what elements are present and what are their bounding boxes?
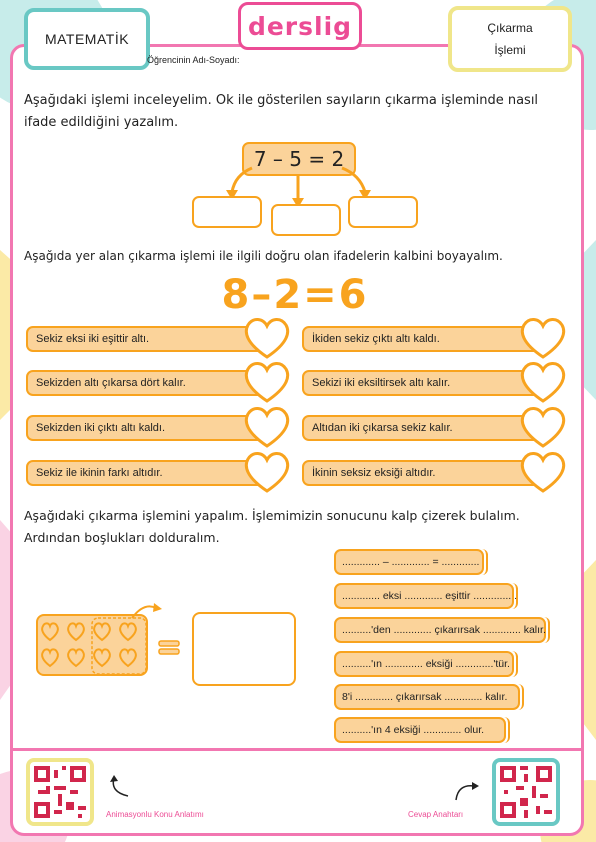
brand-name: derslig (247, 11, 353, 41)
qr-code-animation[interactable] (26, 758, 94, 826)
blank-line-6[interactable]: ..........'ın 4 eksiği ............. olur. (334, 717, 506, 743)
qr-code-answers[interactable] (492, 758, 560, 826)
heart-icon (68, 623, 84, 640)
section2-instruction: Aşağıda yer alan çıkarma işlemi ile ilgili doğru olan ifadelerin kalbini boyayalım. (24, 249, 503, 263)
heart-grid (36, 598, 176, 688)
blank-line-3[interactable]: ..........'den ............. çıkarırsak ............. kalır. (334, 617, 546, 643)
statement-right-2: Sekizi iki eksiltirsek altı kalır. (302, 370, 542, 396)
curved-arrow-icon (132, 606, 156, 618)
student-name-label: Öğrencinin Adı-Soyadı: (147, 55, 240, 65)
curved-arrow-icon (452, 780, 480, 802)
equation-box (242, 142, 356, 176)
answer-box-minuend[interactable] (192, 196, 262, 228)
topic-badge (448, 6, 572, 72)
big-equation: 8–2=6 (221, 272, 369, 318)
heart-icon[interactable] (242, 450, 292, 494)
heart-icon[interactable] (518, 360, 568, 404)
heart-icon[interactable] (518, 316, 568, 360)
statement-left-2: Sekizden altı çıkarsa dört kalır. (26, 370, 266, 396)
qr-code-icon (34, 766, 86, 818)
heart-icon (94, 649, 110, 666)
section3-instruction-line1: Aşağıdaki çıkarma işlemini yapalım. İşlemimizin sonucunu kalp çizerek bulalım. (24, 508, 520, 523)
equation-text: 7 – 5 = 2 (253, 147, 345, 171)
section1-instruction-line1: Aşağıdaki işlemi inceleyelim. Ok ile gösterilen sayıların çıkarma işleminde nasıl (24, 93, 539, 108)
statement-right-3: Altıdan iki çıkarsa sekiz kalır. (302, 415, 542, 441)
statement-right-1: İkiden sekiz çıktı altı kaldı. (302, 326, 542, 352)
heart-icon[interactable] (518, 450, 568, 494)
answer-key-caption: Cevap Anahtarı (408, 810, 464, 819)
heart-icon (94, 623, 110, 640)
subject-badge (24, 8, 150, 70)
footer-divider (10, 748, 584, 751)
topic-line-1: Çıkarma (487, 21, 533, 35)
heart-icon[interactable] (242, 405, 292, 449)
section1-instruction-line2: ifade edildiğini yazalım. (24, 115, 179, 130)
statement-left-1: Sekiz eksi iki eşittir altı. (26, 326, 266, 352)
section3-instruction-line2: Ardından boşlukları dolduralım. (24, 530, 220, 545)
heart-icon (120, 623, 136, 640)
heart-icon (68, 649, 84, 666)
subject-title: MATEMATİK (44, 31, 130, 47)
heart-icon[interactable] (242, 360, 292, 404)
blank-line-1[interactable]: ............. – ............. = ............. (334, 549, 484, 575)
brand-logo (238, 2, 362, 50)
blank-line-5[interactable]: 8'i ............. çıkarırsak ............. kalır. (334, 684, 520, 710)
heart-icon (42, 623, 58, 640)
heart-icon (120, 649, 136, 666)
result-drawing-box[interactable] (192, 612, 296, 686)
statement-left-4: Sekiz ile ikinin farkı altıdır. (26, 460, 266, 486)
curved-arrow-icon (106, 774, 132, 798)
blank-line-2[interactable]: ............. eksi ............. eşittir ............. . (334, 583, 514, 609)
blank-line-4[interactable]: ..........'ın ............. eksiği .............'tür. (334, 651, 514, 677)
heart-icon[interactable] (518, 405, 568, 449)
statement-right-4: İkinin seksiz eksiği altıdır. (302, 460, 542, 486)
heart-icon[interactable] (242, 316, 292, 360)
animation-caption: Animasyonlu Konu Anlatımı (106, 810, 204, 819)
heart-icon (42, 649, 58, 666)
qr-code-icon (500, 766, 552, 818)
topic-line-2: İşlemi (494, 43, 526, 57)
statement-left-3: Sekizden iki çıktı altı kaldı. (26, 415, 266, 441)
answer-box-subtrahend[interactable] (271, 204, 341, 236)
answer-box-difference[interactable] (348, 196, 418, 228)
